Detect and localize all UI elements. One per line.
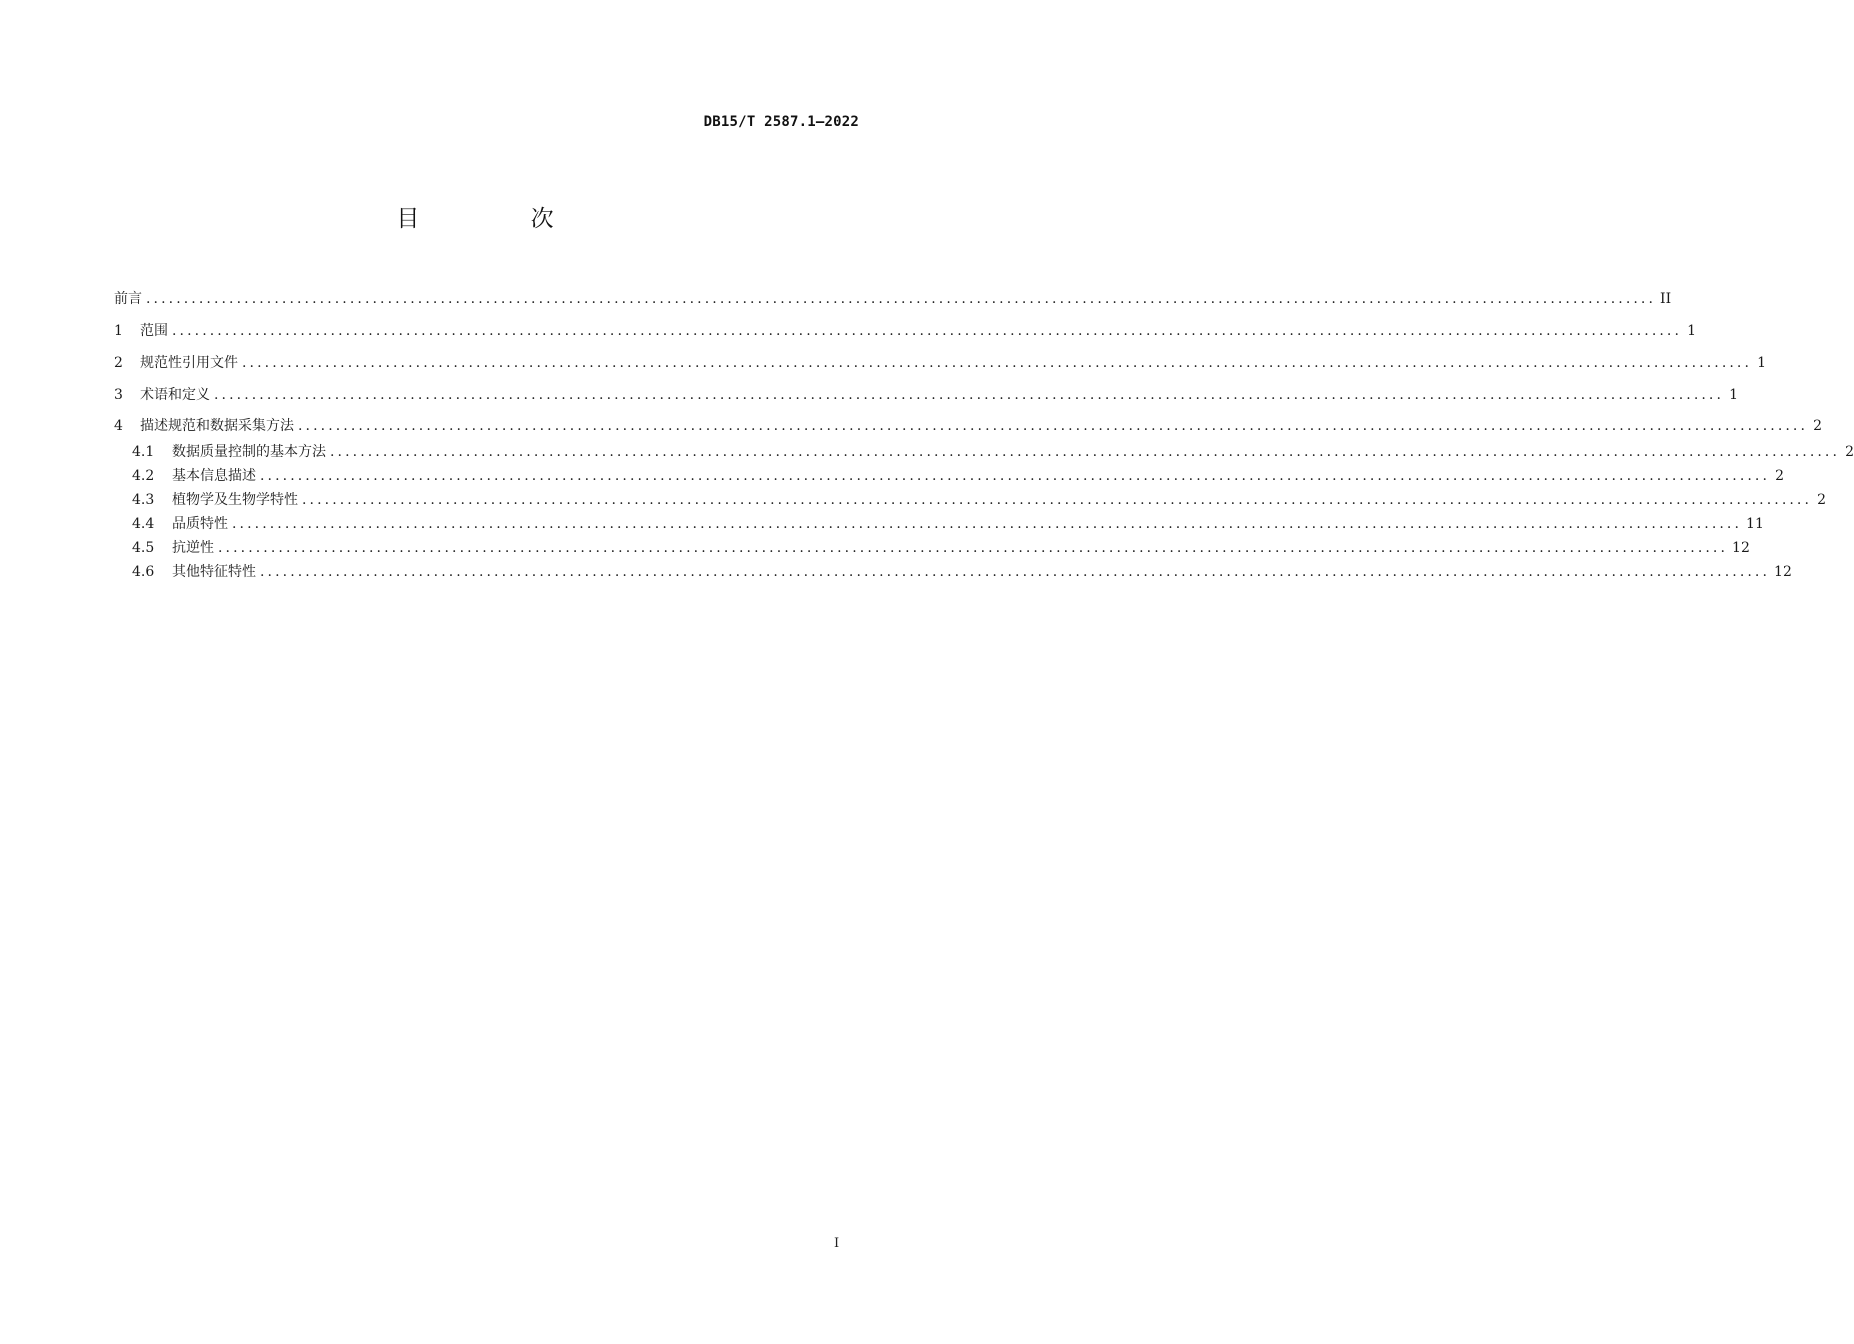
toc-entry-label: 描述规范和数据采集方法	[140, 418, 294, 434]
toc-entry-page: II	[1660, 291, 1672, 307]
toc-leader-dots: ........................................................................................................................................................................................................	[260, 564, 1771, 580]
toc-entry-label: 前言	[114, 291, 142, 307]
toc-entry-foreword[interactable]	[114, 288, 1672, 310]
toc-entry-number: 4	[114, 418, 123, 434]
toc-entry-4-4[interactable]	[132, 513, 1764, 535]
toc-entry-page: 1	[1729, 387, 1739, 403]
toc-entry-4-6[interactable]	[132, 561, 1792, 583]
document-code: DB15/T 2587.1—2022	[703, 114, 859, 130]
toc-entry-page: 2	[1817, 492, 1827, 508]
toc-entry-page: 12	[1732, 540, 1750, 556]
toc-entry-4[interactable]	[114, 415, 1823, 437]
toc-entry-label: 植物学及生物学特性	[172, 492, 298, 508]
toc-entry-page: 11	[1746, 516, 1764, 532]
toc-entry-label: 范围	[140, 323, 168, 339]
toc-entry-4-3[interactable]	[132, 489, 1827, 511]
toc-entry-number: 3	[114, 387, 123, 403]
toc-leader-dots: ........................................................................................................................................................................................................	[302, 492, 1813, 508]
toc-entry-4-2[interactable]	[132, 465, 1785, 487]
toc-entry-label: 规范性引用文件	[140, 355, 238, 371]
toc-entry-label: 抗逆性	[172, 540, 214, 556]
toc-entry-3[interactable]	[114, 384, 1739, 406]
toc-leader-dots: ........................................................................................................................................................................................................	[298, 418, 1809, 434]
toc-entry-number: 4.5	[132, 540, 155, 556]
toc-entry-number: 1	[114, 323, 123, 339]
toc-entry-page: 12	[1774, 564, 1792, 580]
toc-entry-2[interactable]	[114, 352, 1767, 374]
toc-leader-dots: ........................................................................................................................................................................................................	[146, 291, 1657, 307]
toc-title: 目 次	[396, 206, 606, 232]
toc-entry-1[interactable]	[114, 320, 1697, 342]
toc-leader-dots: ........................................................................................................................................................................................................	[218, 540, 1729, 556]
toc-entry-page: 2	[1845, 444, 1854, 460]
toc-entry-page: 2	[1775, 468, 1785, 484]
toc-leader-dots: ........................................................................................................................................................................................................	[232, 516, 1743, 532]
toc-leader-dots: ........................................................................................................................................................................................................	[260, 468, 1771, 484]
page-number: I	[834, 1236, 840, 1251]
toc-entry-number: 4.4	[132, 516, 155, 532]
toc-entry-number: 4.1	[132, 444, 155, 460]
toc-entry-page: 2	[1813, 418, 1823, 434]
toc-entry-label: 其他特征特性	[172, 564, 256, 580]
toc-leader-dots: ........................................................................................................................................................................................................	[242, 355, 1753, 371]
toc-entry-number: 4.3	[132, 492, 155, 508]
toc-entry-label: 基本信息描述	[172, 468, 256, 484]
toc-entry-label: 数据质量控制的基本方法	[172, 444, 326, 460]
toc-entry-4-5[interactable]	[132, 537, 1750, 559]
toc-entry-number: 4.2	[132, 468, 155, 484]
toc-entry-page: 1	[1757, 355, 1767, 371]
toc-leader-dots: ........................................................................................................................................................................................................	[330, 444, 1841, 460]
toc-entry-number: 4.6	[132, 564, 155, 580]
toc-entry-number: 2	[114, 355, 123, 371]
toc-entry-4-1[interactable]	[132, 441, 1854, 463]
toc-entry-label: 术语和定义	[140, 387, 210, 403]
toc-leader-dots: ........................................................................................................................................................................................................	[172, 323, 1683, 339]
toc-leader-dots: ........................................................................................................................................................................................................	[214, 387, 1725, 403]
toc-entry-page: 1	[1687, 323, 1697, 339]
toc-entry-label: 品质特性	[172, 516, 228, 532]
